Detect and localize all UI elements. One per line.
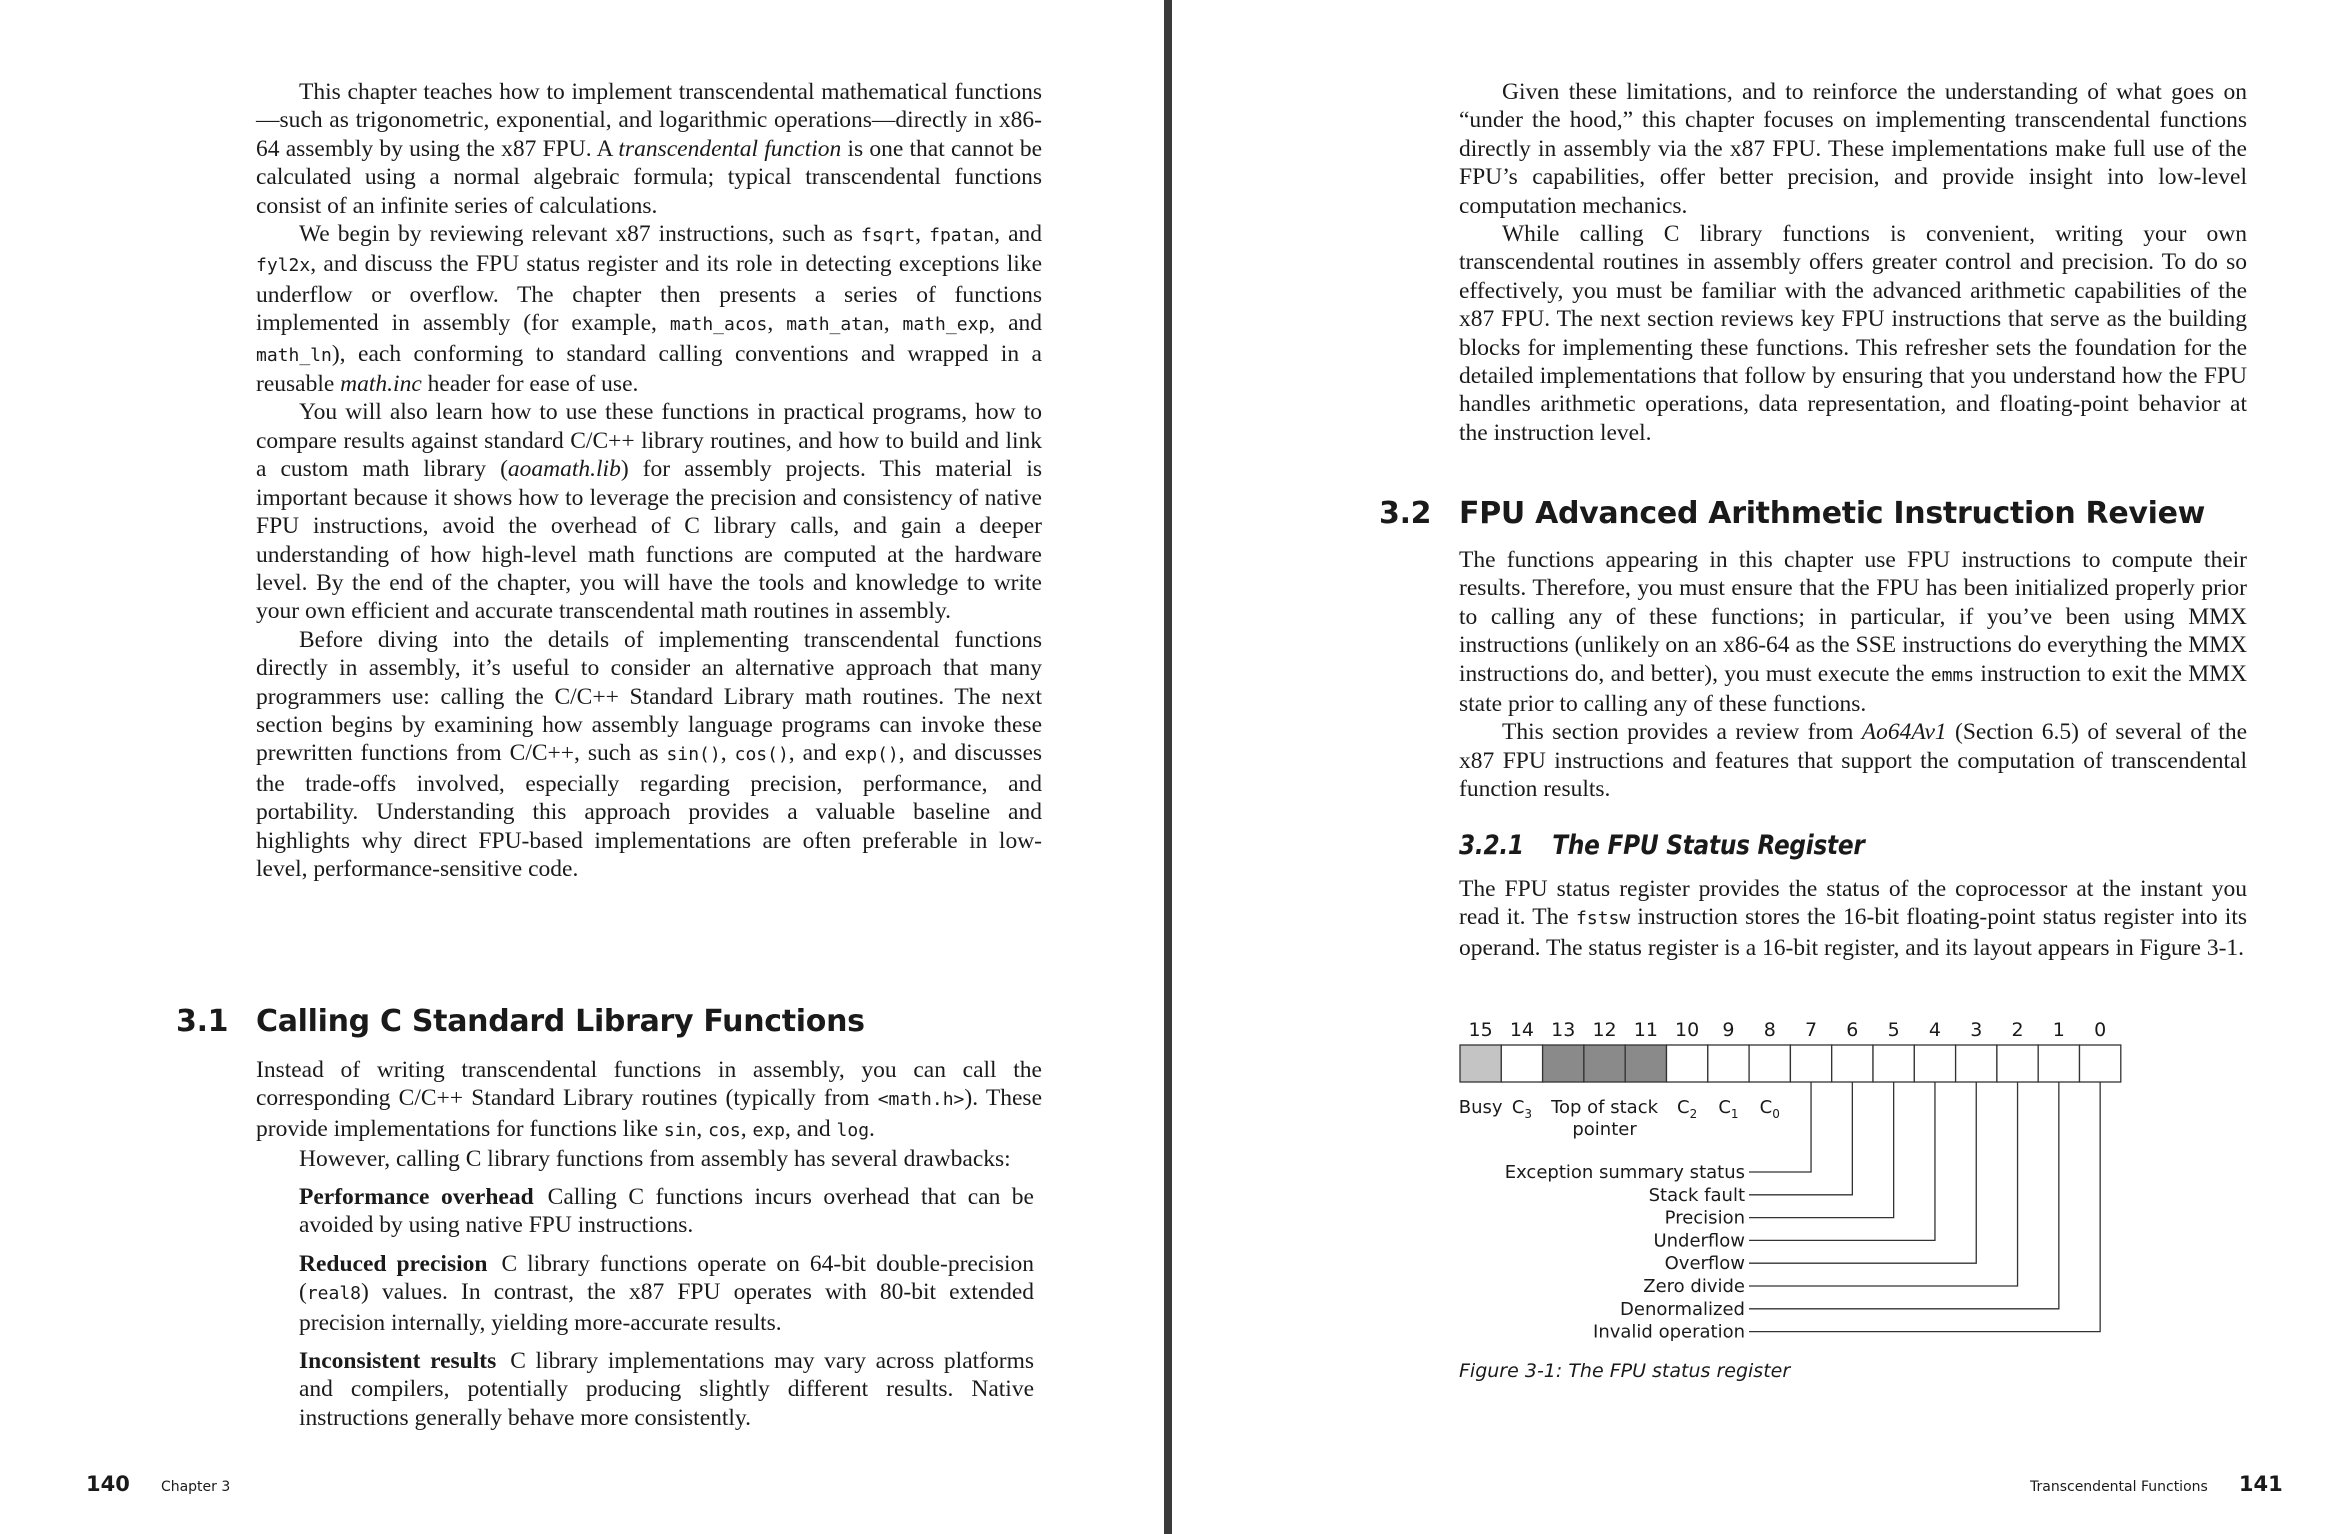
text-run: , and bbox=[994, 221, 1042, 248]
text-run: , and bbox=[989, 310, 1042, 337]
text-run: , and bbox=[784, 1115, 837, 1142]
text-run: , bbox=[740, 1115, 753, 1142]
bit-cell bbox=[1749, 1045, 1790, 1082]
text-run: The FPU status register provides the status of the coprocessor at the instant you read it. The bbox=[1459, 876, 2247, 931]
bit-number: 12 bbox=[1592, 1019, 1617, 1041]
bit-cell bbox=[1667, 1045, 1708, 1082]
bit-number: 1 bbox=[2052, 1019, 2065, 1041]
text-run: We begin by reviewing relevant x87 instructions, such as bbox=[299, 221, 861, 248]
text-run: is one that cannot be calculated using a normal algebraic formula; typical transcendental functions consist of an infinite series of calculations. bbox=[256, 135, 1043, 219]
bit-number: 13 bbox=[1551, 1019, 1576, 1041]
field-label-subscript: 2 bbox=[1689, 1107, 1698, 1121]
inline-code: fpatan bbox=[929, 225, 995, 247]
paragraph bbox=[256, 78, 1042, 220]
field-label-line2: pointer bbox=[1572, 1119, 1637, 1140]
bit-number: 10 bbox=[1675, 1019, 1700, 1041]
field-label-text: C bbox=[1718, 1097, 1731, 1118]
section-title: FPU Advanced Arithmetic Instruction Review bbox=[1459, 496, 2206, 531]
inline-code: fstsw bbox=[1576, 908, 1631, 930]
bit-cell bbox=[1584, 1045, 1625, 1082]
paragraph bbox=[256, 398, 1042, 625]
bit-number: 4 bbox=[1928, 1019, 1941, 1041]
bit-number: 5 bbox=[1887, 1019, 1900, 1041]
flag-label: Zero divide bbox=[1643, 1276, 1745, 1297]
flag-label: Invalid operation bbox=[1593, 1321, 1745, 1343]
flag-label: Precision bbox=[1664, 1207, 1745, 1229]
field-label-text: C bbox=[1511, 1097, 1525, 1118]
field-label-text: Top of stack bbox=[1551, 1097, 1659, 1118]
bit-cell bbox=[1460, 1045, 1501, 1082]
text-run: Instead of writing transcendental functions in assembly, you can call the corresponding C/C++ Standard Library routines (typically from bbox=[256, 1057, 1042, 1112]
inline-code: <math.h> bbox=[877, 1089, 965, 1111]
inline-code: exp bbox=[752, 1119, 785, 1141]
text-run: C library implementations may vary across platforms and compilers, potentially producing slightly different results. Native instructions generally behave more consistently. bbox=[299, 1348, 1034, 1431]
text-run: , and discusses the trade-offs involved, especially regarding precision, performance, and portability. Understanding this approach provides a valuable baseline and highlights why direct FPU-based implementations are often preferable in low-level, performance-sensitive code. bbox=[256, 740, 1043, 882]
field-label-text: C bbox=[1677, 1097, 1690, 1118]
bit-cell bbox=[1832, 1045, 1873, 1082]
paragraph bbox=[256, 1056, 1042, 1145]
bit-number: 9 bbox=[1722, 1019, 1735, 1041]
paragraph bbox=[256, 626, 1042, 884]
bit-cell bbox=[2080, 1045, 2121, 1082]
drawback-term: Performance overhead bbox=[299, 1184, 534, 1210]
paragraph bbox=[1459, 718, 2247, 803]
flag-label: Denormalized bbox=[1620, 1298, 1745, 1320]
section-number: 3.2 bbox=[1379, 496, 1432, 531]
field-label-subscript: 3 bbox=[1524, 1107, 1533, 1121]
flag-label: Underflow bbox=[1653, 1230, 1745, 1252]
book-gutter bbox=[1164, 0, 1172, 1534]
text-run: , and bbox=[788, 740, 845, 767]
inline-code: math_exp bbox=[902, 314, 990, 336]
field-label bbox=[1459, 1097, 1503, 1118]
bit-number: 8 bbox=[1763, 1019, 1776, 1041]
text-run: Given these limitations, and to reinforce the understanding of what goes on “under the hood,” this chapter focuses on implementing transcendental functions directly in assembly via the x87 FPU. These implementations make full use of the FPU’s capabilities, offer better precision, and provide insight into low-level computation mechanics. bbox=[1459, 79, 2247, 219]
running-footer: Chapter 3 bbox=[160, 1479, 231, 1495]
field-label bbox=[1677, 1097, 1697, 1121]
text-run: While calling C library functions is convenient, writing your own transcendental routines in assembly offers greater control and precision. To do so effectively, you must be familiar with the advanced arithmetic capabilities of the x87 FPU. The next section reviews key FPU instructions that serve as the building blocks for implementing these functions. This refresher sets the foundation for the detailed implementations that follow by ensuring that you understand how the FPU handles arithmetic operations, data representation, and floating-point behavior at the instruction level. bbox=[1459, 221, 2247, 446]
bit-cell bbox=[1625, 1045, 1666, 1082]
footer-left bbox=[86, 1472, 230, 1496]
section-3-2-1-body bbox=[1459, 875, 2247, 962]
inline-code: sin bbox=[663, 1119, 697, 1141]
inline-code: math_atan bbox=[786, 314, 884, 336]
text-run: However, calling C library functions from assembly has several drawbacks: bbox=[299, 1146, 1011, 1173]
text-run: instruction stores the 16-bit floating-point status register into its operand. The status register is a 16-bit register, and its layout appears in Figure 3-1. bbox=[1459, 904, 2248, 961]
text-run: header for ease of use. bbox=[421, 371, 639, 398]
left-page bbox=[0, 0, 1164, 1534]
chapter-intro bbox=[256, 78, 1042, 883]
text-run: The functions appearing in this chapter use FPU instructions to compute their results. Therefore, you must ensure that the FPU has been initialized properly prior to calling any of these functions; in particular, if you’ve been using MMX instructions (unlikely on an x86-64 as the SSE instructions do everything the MMX instructions do, and better), you must execute the bbox=[1459, 547, 2247, 687]
italic-term: aoamath.lib bbox=[507, 456, 621, 483]
text-run: . bbox=[869, 1115, 875, 1142]
bit-number: 15 bbox=[1468, 1019, 1493, 1041]
bit-number: 11 bbox=[1633, 1019, 1658, 1041]
paragraph bbox=[256, 1145, 1042, 1173]
section-title: Calling C Standard Library Functions bbox=[256, 1004, 865, 1039]
text-run: This section provides a review from bbox=[1502, 719, 1862, 746]
text-run: This chapter teaches how to implement transcendental mathematical functions—such as trigonometric, exponential, and logarithmic operations—directly in x86-64 assembly by using the x87 FPU. A bbox=[256, 79, 1042, 162]
bit-cell bbox=[1708, 1045, 1749, 1082]
fpu-status-register-figure bbox=[1452, 1010, 2107, 1350]
inline-code: math_ln bbox=[256, 344, 332, 366]
subsection-title: The FPU Status Register bbox=[1552, 830, 1865, 861]
leader-line bbox=[1749, 1082, 1811, 1172]
text-run: , bbox=[696, 1115, 709, 1142]
paragraph bbox=[1459, 78, 2247, 220]
bit-number: 0 bbox=[2094, 1019, 2107, 1041]
italic-term: transcendental function bbox=[618, 135, 842, 162]
field-label bbox=[1550, 1097, 1659, 1118]
continued-intro bbox=[1459, 78, 2247, 447]
bit-cell bbox=[1543, 1045, 1584, 1082]
subsection-3-2-1-heading bbox=[1459, 830, 1865, 861]
inline-code: cos bbox=[708, 1119, 741, 1141]
bit-cell bbox=[1914, 1045, 1955, 1082]
italic-term: Ao64Av1 bbox=[1861, 719, 1947, 746]
drawback-term: Inconsistent results bbox=[299, 1348, 497, 1375]
footer-right bbox=[2030, 1472, 2283, 1496]
bit-cell bbox=[1501, 1045, 1542, 1082]
section-3-1-body bbox=[256, 1056, 1042, 1174]
drawback-item bbox=[299, 1250, 1034, 1337]
text-run: Before diving into the details of implementing transcendental functions directly in assembly, it’s useful to consider an alternative approach that many programmers use: calling the C/C++ Standard Library math routines. The next section begins by examining how assembly language programs can invoke these prewritten functions from C/C++, such as bbox=[256, 626, 1042, 767]
bit-cell bbox=[1997, 1045, 2038, 1082]
bit-number: 3 bbox=[1970, 1019, 1983, 1041]
italic-term: math.inc bbox=[340, 371, 422, 398]
field-label bbox=[1718, 1097, 1738, 1121]
leader-line bbox=[1749, 1082, 2018, 1286]
bit-cell bbox=[1790, 1045, 1831, 1082]
text-run: You will also learn how to use these functions in practical programs, how to compare results against standard C/C++ library routines, and how to build and link a custom math library ( bbox=[256, 399, 1042, 483]
text-run: , and discuss the FPU status register and its role in detecting exceptions like underflow or overflow. The chapter then presents a series of functions implemented in assembly (for example, bbox=[256, 251, 1042, 337]
section-3-2-heading bbox=[1379, 496, 2206, 531]
text-run: , bbox=[720, 740, 735, 767]
text-run: (Section 6.5) of several of the x87 FPU instructions and features that support the computation of transcendental function results. bbox=[1459, 719, 2247, 803]
text-run: instruction to exit the MMX state prior to calling any of these functions. bbox=[1459, 660, 2247, 718]
subsection-number: 3.2.1 bbox=[1459, 830, 1524, 861]
section-3-2-body bbox=[1459, 546, 2247, 804]
flag-label: Exception summary status bbox=[1504, 1162, 1745, 1183]
flag-label: Stack fault bbox=[1648, 1184, 1745, 1206]
page-number: 141 bbox=[2238, 1472, 2283, 1496]
inline-code: sin() bbox=[666, 744, 721, 766]
bit-cell bbox=[2038, 1045, 2079, 1082]
drawbacks-list bbox=[299, 1183, 1034, 1442]
paragraph bbox=[256, 220, 1042, 398]
bit-number: 7 bbox=[1805, 1019, 1818, 1041]
text-run: C library functions operate on 64-bit double-precision ( bbox=[299, 1250, 1034, 1306]
text-run: ) for assembly projects. This material is important because it shows how to leverage the precision and consistency of native FPU instructions, avoid the overhead of C library calls, and gain a deeper understanding of how high-level math functions are computed at the hardware level. By the end of the chapter, you will have the tools and knowledge to write your own efficient and accurate transcendental math routines in assembly. bbox=[256, 456, 1042, 625]
flag-label: Overflow bbox=[1664, 1253, 1745, 1275]
drawback-item bbox=[299, 1183, 1034, 1240]
inline-code: fyl2x bbox=[256, 255, 311, 277]
right-page bbox=[1172, 0, 2332, 1534]
drawback-term: Reduced precision bbox=[299, 1250, 488, 1277]
field-label-subscript: 0 bbox=[1772, 1107, 1780, 1121]
page-number: 140 bbox=[86, 1472, 130, 1496]
inline-code: emms bbox=[1930, 664, 1975, 686]
paragraph bbox=[1459, 546, 2247, 718]
text-run: , bbox=[767, 310, 787, 337]
field-label bbox=[1512, 1097, 1532, 1121]
leader-line bbox=[1749, 1082, 1935, 1240]
section-3-1-heading bbox=[176, 1004, 865, 1039]
inline-code: cos() bbox=[734, 744, 789, 766]
inline-code: math_acos bbox=[669, 314, 768, 336]
text-run: , bbox=[883, 310, 903, 337]
text-run: ) values. In contrast, the x87 FPU operates with 80-bit extended precision internally, yielding more-accurate results. bbox=[299, 1279, 1034, 1336]
inline-code: fsqrt bbox=[860, 225, 916, 247]
running-footer: Transcendental Functions bbox=[2030, 1479, 2208, 1495]
field-label-text: C bbox=[1759, 1097, 1773, 1118]
field-label bbox=[1760, 1097, 1780, 1121]
inline-code: real8 bbox=[306, 1283, 362, 1305]
paragraph bbox=[1459, 875, 2247, 962]
text-run: , bbox=[915, 221, 930, 248]
field-label-subscript: 1 bbox=[1730, 1107, 1739, 1121]
text-run: Calling C functions incurs overhead that can be avoided by using native FPU instructions. bbox=[299, 1184, 1034, 1239]
bit-number: 6 bbox=[1846, 1019, 1859, 1041]
section-number: 3.1 bbox=[176, 1004, 229, 1039]
bit-number: 14 bbox=[1509, 1019, 1535, 1041]
text-run: ). These provide implementations for functions like bbox=[256, 1085, 1042, 1142]
text-run: ), each conforming to standard calling conventions and wrapped in a reusable bbox=[256, 340, 1042, 398]
bit-number: 2 bbox=[2011, 1019, 2024, 1041]
field-label-text: Busy bbox=[1458, 1097, 1503, 1118]
figure-caption: Figure 3-1: The FPU status register bbox=[1459, 1360, 1791, 1382]
inline-code: exp() bbox=[844, 744, 899, 766]
inline-code: log bbox=[836, 1119, 870, 1141]
bit-cell bbox=[1873, 1045, 1914, 1082]
bit-cell bbox=[1956, 1045, 1997, 1082]
leader-line bbox=[1749, 1082, 2100, 1332]
paragraph bbox=[1459, 220, 2247, 447]
drawback-item bbox=[299, 1347, 1034, 1432]
